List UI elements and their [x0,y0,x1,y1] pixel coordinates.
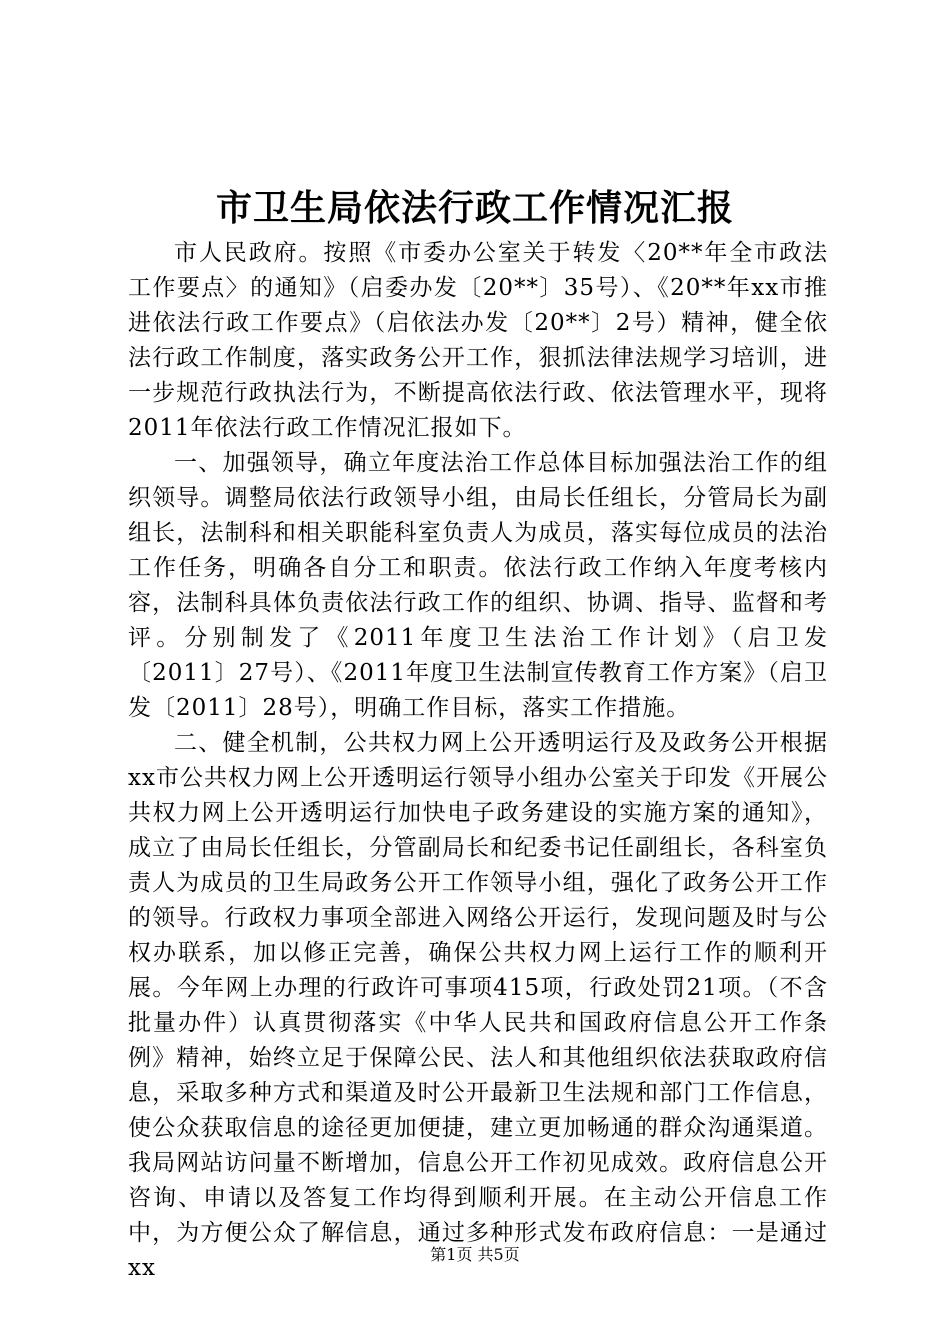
document-title: 市卫生局依法行政工作情况汇报 [215,187,734,229]
paragraph-intro: 市人民政府。按照《市委办公室关于转发〈20**年全市政法工作要点〉的通知》（启委办发〔20**〕35号）、《20**年xx市推进依法行政工作要点》（启依法办发〔20**〕2号）精神，健全依法行政工作制度，落实政务公开工作，狠抓法律法规学习培训，进一步规范行政执法行为，不断提高依法行政、依法管理水平，现将2011年依法行政工作情况汇报如下。 [128,240,828,441]
document-body [128,236,828,1286]
page-number-footer: 第1页 共5页 [430,1245,520,1264]
paragraph-section-1: 一、加强领导，确立年度法治工作总体目标加强法治工作的组织领导。调整局依法行政领导小组，由局长任组长，分管局长为副组长，法制科和相关职能科室负责人为成员，落实每位成员的法治工作任务，明确各自分工和职责。依法行政工作纳入年度考核内容，法制科具体负责依法行政工作的组织、协调、指导、监督和考评。分别制发了《2011年度卫生法治工作计划》（启卫发〔2011〕27号）、《2011年度卫生法制宣传教育工作方案》（启卫发〔2011〕28号），明确工作目标，落实工作措施。 [128,450,828,721]
paragraph-section-2: 二、健全机制，公共权力网上公开透明运行及及政务公开根据xx市公共权力网上公开透明运行领导小组办公室关于印发《开展公共权力网上公开透明运行加快电子政务建设的实施方案的通知》，成立了由局长任组长，分管副局长和纪委书记任副组长，各科室负责人为成员的卫生局政务公开工作领导小组，强化了政务公开工作的领导。行政权力事项全部进入网络公开运行，发现问题及时与公权办联系，加以修正完善，确保公共权力网上运行工作的顺利开展。今年网上办理的行政许可事项415项，行政处罚21项。（不含批量办件）认真贯彻落实《中华人民共和国政府信息公开工作条例》精神，始终立足于保障公民、法人和其他组织依法获取政府信息，采取多种方式和渠道及时公开最新卫生法规和部门工作信息，使公众获取信息的途径更加便捷，建立更加畅通的群众沟通渠道。我局网站访问量不断增加，信息公开工作初见成效。政府信息公开咨询、申请以及答复工作均得到顺利开展。在主动公开信息工作中，为方便公众了解信息，通过多种形式发布政府信息：一是通过xx [128,730,828,1281]
